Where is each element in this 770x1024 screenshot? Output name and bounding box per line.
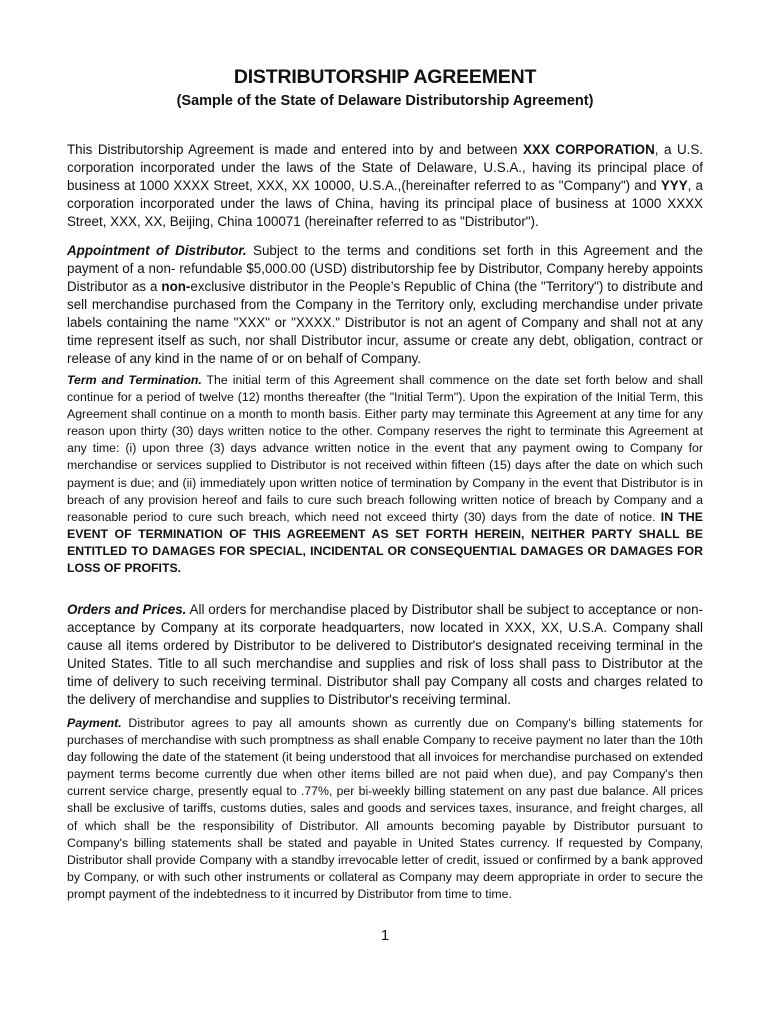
term-text: The initial term of this Agreement shall commence on the date set forth below and shall continue for a period of twelve (12) months thereafter (the "Initial Term"). Upon the expiration of the Initial Term, this Agreement shall continue on a month to month basis. Either party may terminate this Agreement at any time for any reason upon thirty (30) days written notice to the other. Company reserves the right to terminate this Agreement at any time: (i) upon three (3) days advance written notice in the event that any payment owing to Company for merchandise or services supplied to Distributor is not received within fifteen (15) days after the date on which such payment is due; and (ii) immediately upon written notice of termination by Company in the event that Distributor is in breach of any provision hereof and fails to cure such breach following written notice of breach by Company and a reasonable period to cure such breach, which need not exceed thirty (30) days from the date of notice. xyxy=(67,373,704,524)
orders-section xyxy=(67,601,703,709)
orders-heading: Orders and Prices. xyxy=(67,602,187,617)
document-subtitle: (Sample of the State of Delaware Distributorship Agreement) xyxy=(176,93,594,109)
intro-text-1: This Distributorship Agreement is made and entered into by and between xyxy=(67,142,523,157)
intro-paragraph xyxy=(67,141,703,231)
payment-heading: Payment. xyxy=(67,716,122,730)
term-section xyxy=(67,372,703,577)
page-number: 1 xyxy=(380,927,390,944)
appointment-text-2: exclusive distributor in the People’s Republic of China (the "Territory") to distribute and sell merchandise purchased from the Company in the Territory only, excluding merchandise under private labels containing the name "XXX" or "XXXX." Distributor is not an agent of Company and shall not at any time represent itself as such, nor shall Distributor incur, assume or create any debt, obligation, contract or release of any kind in the name of or on behalf of Company. xyxy=(67,279,703,367)
intro-text-3: , a corporation incorporated under the laws of China, having its principal place of business at 1000 XXXX Street, XXX, XX, Beijing, China 100071 (hereinafter referred to as "Distributor"). xyxy=(67,178,703,230)
distributor-name: YYY xyxy=(660,178,688,194)
appointment-section xyxy=(67,242,703,368)
appointment-bold-term: non- xyxy=(161,279,191,295)
payment-text: Distributor agrees to pay all amounts shown as currently due on Company's billing statements for purchases of merchandise with such promptness as shall enable Company to receive payment no later than the 10th day following the date of the statement (it being understood that all invoices for merchandise purchased on extended payment terms become currently due when other items billed are not paid when due), and pay Company's then current service charge, presently equal to .77%, per bi-weekly billing statement on any past due balance. All prices shall be exclusive of tariffs, customs duties, sales and goods and services taxes, insurance, and freight charges, all of which shall be the responsibility of Distributor. All amounts becoming payable by Distributor pursuant to Company's billing statements shall be stated and payable in United States currency. If requested by Company, Distributor shall provide Company with a standby irrevocable letter of credit, issued or confirmed by a bank approved by Company, or with such other instruments or collateral as Company may deem appropriate in order to secure the prompt payment of the indebtedness to it incurred by Distributor from time to time. xyxy=(67,716,703,901)
intro-text-2: , a U.S. corporation incorporated under the laws of the State of Delaware, U.S.A., having its principal place of business at 1000 XXXX Street, XXX, XX 10000, U.S.A.,(hereinafter referred to as "Company") and xyxy=(67,142,703,194)
orders-text: All orders for merchandise placed by Distributor shall be subject to acceptance or non-acceptance by Company at its corporate headquarters, now located in XXX, XX, U.S.A. Company shall cause all items ordered by Distributor to be delivered to Distributor's designated receiving terminal in the United States. Title to all such merchandise and supplies and risk of loss shall pass to Distributor at the time of delivery to such receiving terminal. Distributor shall pay Company all costs and charges related to the delivery of merchandise and supplies to Distributor's receiving terminal. xyxy=(67,602,703,708)
payment-section xyxy=(67,715,703,903)
company-name: XXX CORPORATION xyxy=(522,142,655,157)
document-title: DISTRIBUTORSHIP AGREEMENT xyxy=(233,66,537,88)
term-disclaimer: IN THE EVENT OF TERMINATION OF THIS AGREEMENT AS SET FORTH HEREIN, NEITHER PARTY SHALL BE ENTITLED TO DAMAGES FOR SPECIAL, INCIDENTAL OR CONSEQUENTIAL DAMAGES OR DAMAGES FOR LOSS OF PROFITS. xyxy=(67,509,703,576)
appointment-text-1: Subject to the terms and conditions set forth in this Agreement and the payment of a non- refundable $5,000.00 (USD) distributorship fee by Distributor, Company hereby appoints Distributor as a xyxy=(67,243,703,295)
appointment-heading: Appointment of Distributor. xyxy=(67,243,247,258)
term-heading: Term and Termination. xyxy=(67,373,202,387)
